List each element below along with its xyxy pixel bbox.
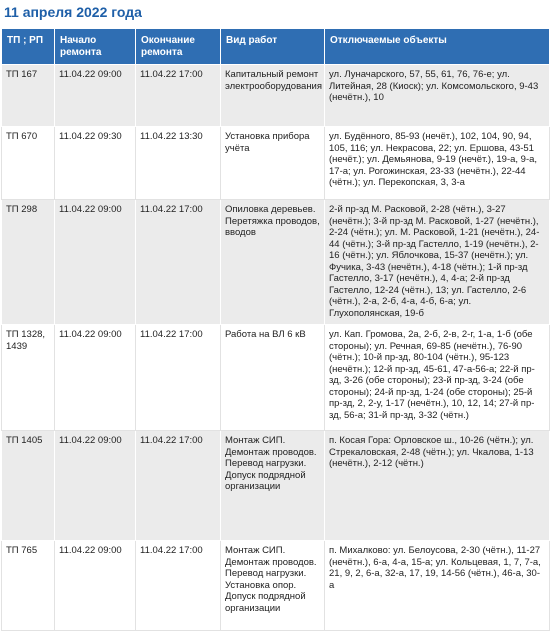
cell-objects: ул. Будённого, 85-93 (нечёт.), 102, 104, 90, 94, 105, 116; ул. Некрасова, 22; ул. Ершова, 43-51 (нечёт.); ул. Демьянова, 9-19 (нечёт.), 19-а, 9-а, 17-а; ул. Рогожинская, 23-33 (нечётн.), 22-44 (чётн.); ул. Перекопская, 3, 3-а: [325, 127, 550, 200]
cell-start: 11.04.22 09:00: [55, 200, 136, 325]
cell-work: Опиловка деревьев. Перетяжка проводов, вводов: [221, 200, 325, 325]
cell-start: 11.04.22 09:00: [55, 431, 136, 541]
cell-tp: ТП 1328, 1439: [2, 325, 55, 431]
header-end: Окончание ремонта: [136, 29, 221, 65]
cell-objects: п. Косая Гора: Орловское ш., 10-26 (чётн.); ул. Стрекаловская, 2-48 (чётн.); ул. Чкалова, 1-13 (нечётн.), 2-12 (чётн.): [325, 431, 550, 541]
cell-work: Работа на ВЛ 6 кВ: [221, 325, 325, 431]
cell-tp: ТП 298: [2, 200, 55, 325]
table-row: [2, 65, 550, 127]
header-objects: Отключаемые объекты: [325, 29, 550, 65]
cell-end: 11.04.22 17:00: [136, 431, 221, 541]
header-start: Начало ремонта: [55, 29, 136, 65]
table-row: [2, 127, 550, 200]
cell-work: Капитальный ремонт электрооборудования: [221, 65, 325, 127]
cell-objects: ул. Луначарского, 57, 55, 61, 76, 76-е; ул. Литейная, 28 (Киоск); ул. Комсомольского, 9-43 (нечётн.), 10: [325, 65, 550, 127]
cell-work: Монтаж СИП. Демонтаж проводов. Перевод нагрузки. Допуск подрядной организации: [221, 431, 325, 541]
cell-objects: 2-й пр-зд М. Расковой, 2-28 (чётн.), 3-27 (нечётн.); 3-й пр-зд М. Расковой, 1-27 (нечётн.), 2-24 (чётн.); ул. М. Расковой, 1-21 (нечётн.), 24-44 (чётн.); 3-й пр-зд Гастелло, 1-19 (нечётн.), 2-16 (чётн.); ул. Яблочкова, 15-37 (нечётн.); ул. Фучика, 3-43 (нечётн.), 4-18 (чётн.); 1-й пр-зд Гастелло, 3-17 (нечётн.), 4, 4-а; 2-й пр-зд Гастелло, 12-24 (чётн.), 13; ул. Гастелло, 2-6 (чётн.), 2-а, 2-б, 4-а, 4-б, 6-а; ул. Глухополянская, 19-б: [325, 200, 550, 325]
cell-objects: ул. Кап. Громова, 2а, 2-б, 2-в, 2-г, 1-а, 1-б (обе стороны); ул. Речная, 69-85 (нечётн.), 76-90 (чётн.); 10-й пр-зд, 80-104 (чётн.), 95-123 (нечётн.); 12-й пр-зд, 45-61, 47-а-56-а; 22-й пр-зд, 3-26 (обе стороны); 23-й пр-зд, 3-24 (обе стороны); 24-й пр-зд, 1-24 (обе стороны); 25-й пр-зд, 2, 2-у, 1-17 (нечётн.), 10, 12, 14; 27-й пр-зд, 56-а; 31-й пр-зд, 3-32 (чётн.): [325, 325, 550, 431]
cell-start: 11.04.22 09:30: [55, 127, 136, 200]
cell-work: Монтаж СИП. Демонтаж проводов. Перевод нагрузки. Установка опор. Допуск подрядной организации: [221, 541, 325, 631]
cell-end: 11.04.22 17:00: [136, 65, 221, 127]
table-row: [2, 431, 550, 541]
cell-end: 11.04.22 17:00: [136, 200, 221, 325]
table-row: [2, 200, 550, 325]
header-tp: ТП ; РП: [2, 29, 55, 65]
cell-tp: ТП 167: [2, 65, 55, 127]
cell-start: 11.04.22 09:00: [55, 541, 136, 631]
outage-table: [1, 28, 550, 631]
cell-work: Установка прибора учёта: [221, 127, 325, 200]
header-row: [2, 29, 550, 65]
cell-objects: п. Михалково: ул. Белоусова, 2-30 (чётн.), 11-27 (нечётн.), 6-а, 4-а, 15-а; ул. Кольцевая, 1, 7, 7-а, 21, 9, 2, 6-а, 32-а, 17, 19, 14-56 (чётн.), 46-а, 30-а: [325, 541, 550, 631]
cell-tp: ТП 670: [2, 127, 55, 200]
cell-tp: ТП 765: [2, 541, 55, 631]
cell-start: 11.04.22 09:00: [55, 65, 136, 127]
cell-end: 11.04.22 17:00: [136, 325, 221, 431]
table-row: [2, 325, 550, 431]
cell-start: 11.04.22 09:00: [55, 325, 136, 431]
cell-end: 11.04.22 13:30: [136, 127, 221, 200]
cell-tp: ТП 1405: [2, 431, 55, 541]
cell-end: 11.04.22 17:00: [136, 541, 221, 631]
table-row: [2, 541, 550, 631]
date-heading: 11 апреля 2022 года: [4, 4, 142, 20]
header-work: Вид работ: [221, 29, 325, 65]
